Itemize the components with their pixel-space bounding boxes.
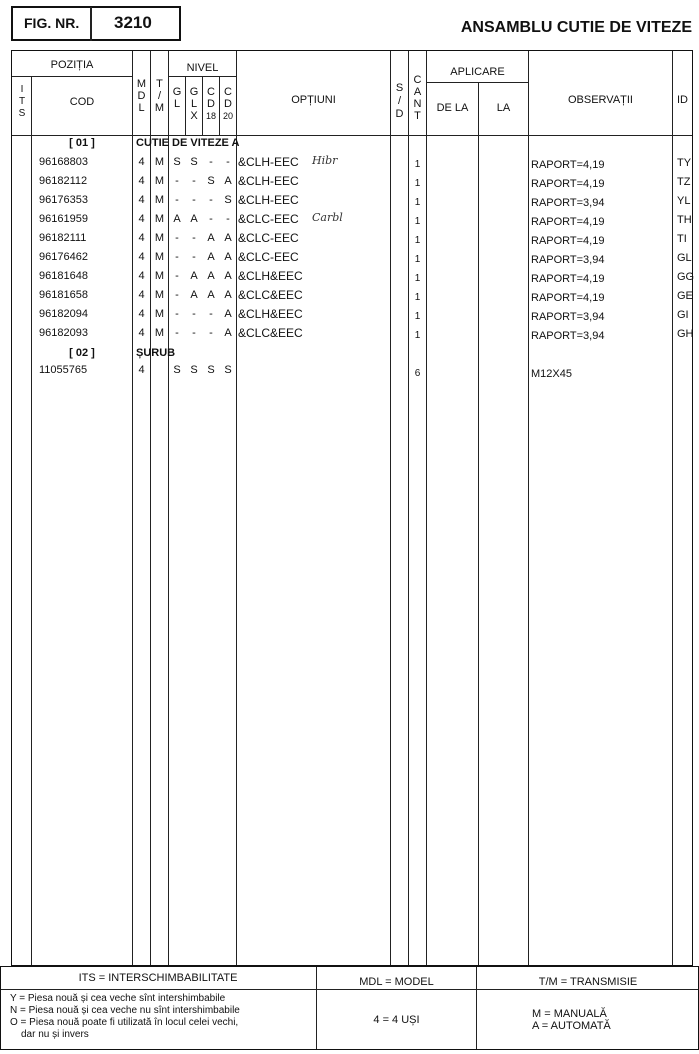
part-nivel: -: [175, 232, 179, 244]
col-sd: S / D: [395, 82, 404, 120]
part-nivel: S: [224, 364, 232, 376]
part-nivel: -: [175, 327, 179, 339]
part-option: &CLC-EEC: [238, 231, 299, 245]
part-nivel: -: [209, 327, 213, 339]
part-mdl: 4: [138, 308, 145, 320]
part-observation: RAPORT=3,94: [531, 254, 605, 266]
part-code: 96182094: [39, 308, 88, 320]
part-quantity: 1: [414, 216, 421, 227]
part-nivel: -: [175, 270, 179, 282]
part-code: 96182111: [39, 232, 87, 244]
part-nivel: -: [175, 194, 179, 206]
part-id: TY: [677, 157, 692, 169]
part-nivel: A: [190, 213, 198, 225]
col-nivel-glx: G L X: [189, 86, 199, 122]
part-nivel: A: [190, 270, 198, 282]
part-observation: RAPORT=3,94: [531, 311, 605, 323]
part-quantity: 1: [414, 235, 421, 246]
part-mdl: 4: [138, 289, 145, 301]
part-observation: RAPORT=4,19: [531, 273, 605, 285]
part-id: GI: [677, 309, 689, 321]
part-tm: M: [154, 156, 165, 168]
fig-label: FIG. NR.: [24, 15, 80, 31]
part-nivel: A: [173, 213, 181, 225]
fig-number: 3210: [114, 13, 152, 32]
part-nivel: A: [224, 270, 232, 282]
part-nivel: S: [224, 194, 232, 206]
part-mdl: 4: [138, 156, 145, 168]
part-id: GL: [677, 252, 692, 264]
handwritten-note: Carbl: [312, 211, 343, 224]
part-nivel: A: [224, 175, 232, 187]
part-nivel: A: [190, 289, 198, 301]
legend-mdl-title: MDL = MODEL: [359, 976, 434, 988]
part-nivel: -: [175, 251, 179, 263]
part-nivel: S: [207, 175, 215, 187]
legend-mdl-value: 4 = 4 UȘI: [373, 1014, 420, 1026]
col-mdl: M D L: [136, 78, 147, 114]
col-optiuni: OPȚIUNI: [291, 94, 336, 106]
part-nivel: -: [175, 175, 179, 187]
part-id: TH: [677, 214, 692, 226]
part-mdl: 4: [138, 175, 145, 187]
part-code: 96168803: [39, 156, 88, 168]
legend-tm-values: M = MANUALĂ A = AUTOMATĂ: [532, 1008, 611, 1032]
part-nivel: A: [207, 251, 215, 263]
col-de-la: DE LA: [436, 102, 469, 114]
col-la: LA: [496, 102, 511, 114]
part-nivel: -: [226, 156, 230, 168]
part-nivel: S: [190, 364, 198, 376]
col-cant: C A N T: [413, 74, 422, 122]
col-its: I T S: [18, 84, 26, 119]
part-nivel: -: [209, 213, 213, 225]
part-observation: RAPORT=4,19: [531, 178, 605, 190]
part-nivel: S: [173, 156, 181, 168]
part-quantity: 1: [414, 178, 421, 189]
legend-its-title: ITS = INTERSCHIMBABILITATE: [78, 972, 238, 984]
part-nivel: -: [192, 327, 196, 339]
col-pozitia: POZIȚIA: [50, 59, 94, 71]
part-option: &CLH-EEC: [238, 174, 299, 188]
part-option: &CLH-EEC: [238, 193, 299, 207]
group-name: ȘURUB: [136, 347, 176, 359]
fig-box-divider: [90, 7, 92, 41]
part-id: GG: [677, 271, 695, 283]
part-quantity: 1: [414, 273, 421, 284]
part-option: &CLC&EEC: [238, 326, 303, 340]
handwritten-note: Hibr: [312, 154, 338, 167]
part-code: 96181648: [39, 270, 88, 282]
part-id: TZ: [677, 176, 691, 188]
part-nivel: -: [192, 175, 196, 187]
page-title: ANSAMBLU CUTIE DE VITEZE: [460, 19, 692, 36]
part-nivel: -: [192, 232, 196, 244]
group-position: [ 02 ]: [69, 347, 95, 359]
part-nivel: A: [224, 308, 232, 320]
part-nivel: -: [209, 308, 213, 320]
legend-tm-title: T/M = TRANSMISIE: [538, 976, 638, 988]
col-tm: T / M: [154, 78, 165, 114]
part-observation: RAPORT=3,94: [531, 197, 605, 209]
part-quantity: 1: [414, 197, 421, 208]
part-nivel: S: [207, 364, 215, 376]
part-option: &CLC&EEC: [238, 288, 303, 302]
part-id: GE: [677, 290, 693, 302]
part-id: TI: [677, 233, 687, 245]
part-tm: M: [154, 232, 165, 244]
part-option: &CLC-EEC: [238, 250, 299, 264]
part-quantity: 1: [414, 159, 421, 170]
part-code: 11055765: [39, 364, 88, 376]
part-observation: RAPORT=4,19: [531, 159, 605, 171]
col-id: ID: [677, 94, 688, 106]
part-option: &CLH-EEC: [238, 155, 299, 169]
group-position: [ 01 ]: [69, 137, 95, 149]
part-nivel: S: [190, 156, 198, 168]
col-observatii: OBSERVAȚII: [567, 94, 633, 106]
part-nivel: -: [209, 156, 213, 168]
part-tm: M: [154, 327, 165, 339]
part-id: GH: [677, 328, 694, 340]
part-nivel: -: [175, 289, 179, 301]
col-nivel-gl: G L: [172, 86, 182, 110]
part-code: 96176462: [39, 251, 88, 263]
col-aplicare: APLICARE: [450, 66, 505, 78]
group-name: CUTIE DE VITEZE A: [136, 137, 240, 149]
part-code: 96182112: [39, 175, 88, 187]
part-nivel: A: [207, 232, 215, 244]
part-quantity: 6: [414, 368, 421, 379]
part-id: YL: [677, 195, 691, 207]
col-cod: COD: [69, 96, 95, 108]
part-nivel: A: [224, 251, 232, 263]
part-code: 96181658: [39, 289, 88, 301]
col-nivel: NIVEL: [186, 62, 219, 74]
part-observation: RAPORT=4,19: [531, 235, 605, 247]
col-nivel-cd18: C D 18: [205, 86, 216, 121]
part-nivel: -: [209, 194, 213, 206]
part-nivel: A: [224, 327, 232, 339]
part-mdl: 4: [138, 270, 145, 282]
part-tm: M: [154, 175, 165, 187]
part-option: &CLH&EEC: [238, 307, 303, 321]
part-tm: M: [154, 289, 165, 301]
part-nivel: -: [192, 308, 196, 320]
legend-its-lines: Y = Piesa nouă și cea veche sînt intershimbabile N = Piesa nouă și cea veche nu sînt intershimbabile O = Piesa nouă poate fi utilizată în locul celei vechi, dar nu și invers: [10, 993, 240, 1040]
col-nivel-cd20: C D 20: [222, 86, 233, 121]
part-nivel: A: [224, 232, 232, 244]
part-observation: RAPORT=3,94: [531, 330, 605, 342]
header-bottom-rule: [12, 135, 692, 136]
part-nivel: -: [175, 308, 179, 320]
part-code: 96182093: [39, 327, 88, 339]
part-nivel: A: [224, 289, 232, 301]
part-nivel: S: [173, 364, 181, 376]
part-mdl: 4: [138, 327, 145, 339]
part-code: 96176353: [39, 194, 88, 206]
part-observation: RAPORT=4,19: [531, 216, 605, 228]
part-quantity: 1: [414, 311, 421, 322]
part-mdl: 4: [138, 232, 145, 244]
part-nivel: -: [226, 213, 230, 225]
part-option: &CLH&EEC: [238, 269, 303, 283]
part-option: &CLC-EEC: [238, 212, 299, 226]
part-nivel: A: [207, 289, 215, 301]
part-mdl: 4: [138, 364, 145, 376]
part-observation: RAPORT=4,19: [531, 292, 605, 304]
part-code: 96161959: [39, 213, 88, 225]
part-mdl: 4: [138, 251, 145, 263]
part-quantity: 1: [414, 254, 421, 265]
part-tm: M: [154, 213, 165, 225]
part-quantity: 1: [414, 292, 421, 303]
part-observation: M12X45: [531, 368, 572, 380]
part-nivel: -: [192, 194, 196, 206]
part-mdl: 4: [138, 194, 145, 206]
part-quantity: 1: [414, 330, 421, 341]
part-nivel: A: [207, 270, 215, 282]
part-tm: M: [154, 251, 165, 263]
part-tm: M: [154, 194, 165, 206]
part-mdl: 4: [138, 213, 145, 225]
part-tm: M: [154, 270, 165, 282]
part-nivel: -: [192, 251, 196, 263]
part-tm: M: [154, 308, 165, 320]
